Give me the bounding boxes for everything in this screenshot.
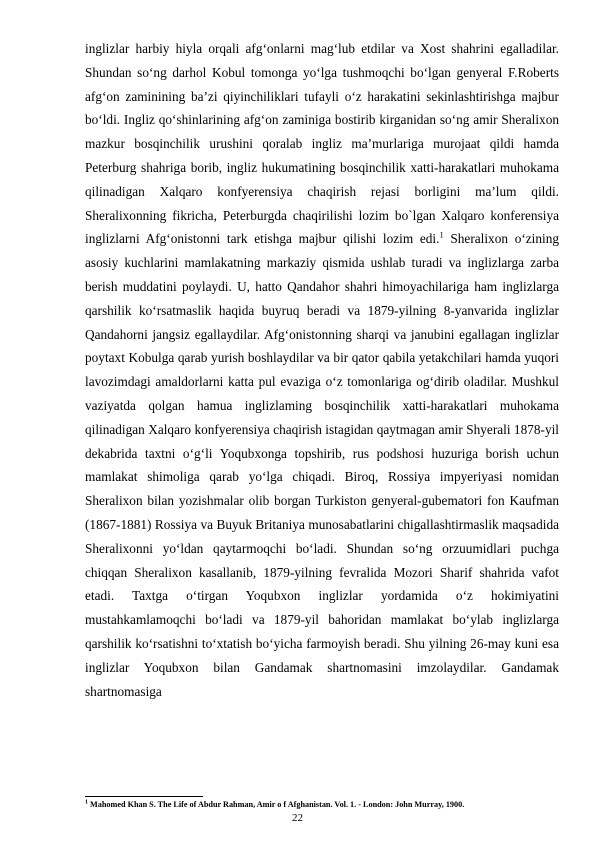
main-paragraph	[85, 37, 559, 703]
footnote-number: 1	[85, 799, 88, 806]
paragraph-text-part-2: Sheralixon o‘zining asosiy kuchlarini mamlakatning markaziy qismida ushlab turadi va inglizlarga zarba berish muddatini poylaydi. U, hatto Qandahor shahri himoyachilariga ham inglizlarga qarshilik ko‘rsatmaslik haqida buyruq beradi va 1879-yilning 8-yanvarida inglizlar Qandahorni jangsiz egallaydilar. Afg‘onistonning sharqi va janubini egallagan inglizlar poytaxt Kobulga qarab yurish boshlaydilar va bir qator qabila yetakchilari hamda yuqori lavozimdagi amaldorlarni katta pul evaziga o‘z tomonlariga og‘dirib oladilar. Mushkul vaziyatda qolgan hamua inglizlaming bosqinchilik xatti-harakatlari muhokama qilinadigan Xalqaro konfyerensiya chaqirish istagidan qaytmagan amir Shyerali 1878-yil dekabrida taxtni o‘g‘li Yoqubxonga topshirib, rus podshosi huzuriga borish uchun mamlakat shimoliga qarab yo‘lga chiqadi. Biroq, Rossiya impyeriyasi nomidan Sheralixon bilan yozishmalar olib borgan Turkiston genyeral-gubematori fon Kaufman (1867-1881) Rossiya va Buyuk Britaniya munosabatlarini chigallashtirmaslik maqsadida Sheralixonni yo‘ldan qaytarmoqchi bo‘ladi. Shundan so‘ng orzuumidlari puchga chiqqan Sheralixon kasallanib, 1879-yilning fevralida Mozori Sharif shahrida vafot etadi. Taxtga o‘tirgan Yoqubxon inglizlar yordamida o‘z hokimiyatini mustahkamlamoqchi bo‘ladi va 1879-yil bahoridan mamlakat bo‘ylab inglizlarga qarshilik ko‘rsatishni to‘xtatish bo‘yicha farmoyish beradi. Shu yilning 26-may kuni esa inglizlar Yoqubxon bilan Gandamak shartnomasini imzolaydilar. Gandamak shartnomasiga	[85, 231, 560, 699]
paragraph-text-part-1: inglizlar harbiy hiyla orqali afg‘onlarni mag‘lub etdilar va Xost shahrini egalladilar. Shundan so‘ng darhol Kobul tomonga yo‘lga tushmoqchi bo‘lgan genyeral F.Roberts afg‘on zaminining ba’zi qiyinchiliklari tufayli o‘z harakatini sekinlashtirishga majbur bo‘ldi. Ingliz qo‘shinlarining afg‘on zaminiga bostirib kirganidan so‘ng amir Sheralixon mazkur bosqinchilik urushini qoralab ingliz ma’murlariga murojaat qildi hamda Peterburg shahriga borib, ingliz hukumatining bosqinchilik xatti-harakatlari muhokama qilinadigan Xalqaro konfyerensiya chaqirish rejasi borligini ma’lum qildi. Sheralixonning fikricha, Peterburgda chaqirilishi lozim bo`lgan Xalqaro konferensiya inglizlarni Afg‘onistonni tark etishga majbur qilishi lozim edi.	[85, 41, 559, 247]
footnote	[85, 799, 559, 810]
body-text	[85, 37, 559, 703]
footnote-text: Mahomed Khan S. The Life of Abdur Rahman, Amir o f Afghanistan. Vol. 1. - London: John Murray, 1900.	[88, 800, 465, 809]
footnote-reference: 1	[439, 229, 444, 240]
page-number: 22	[292, 812, 303, 824]
footnote-divider	[85, 796, 203, 797]
